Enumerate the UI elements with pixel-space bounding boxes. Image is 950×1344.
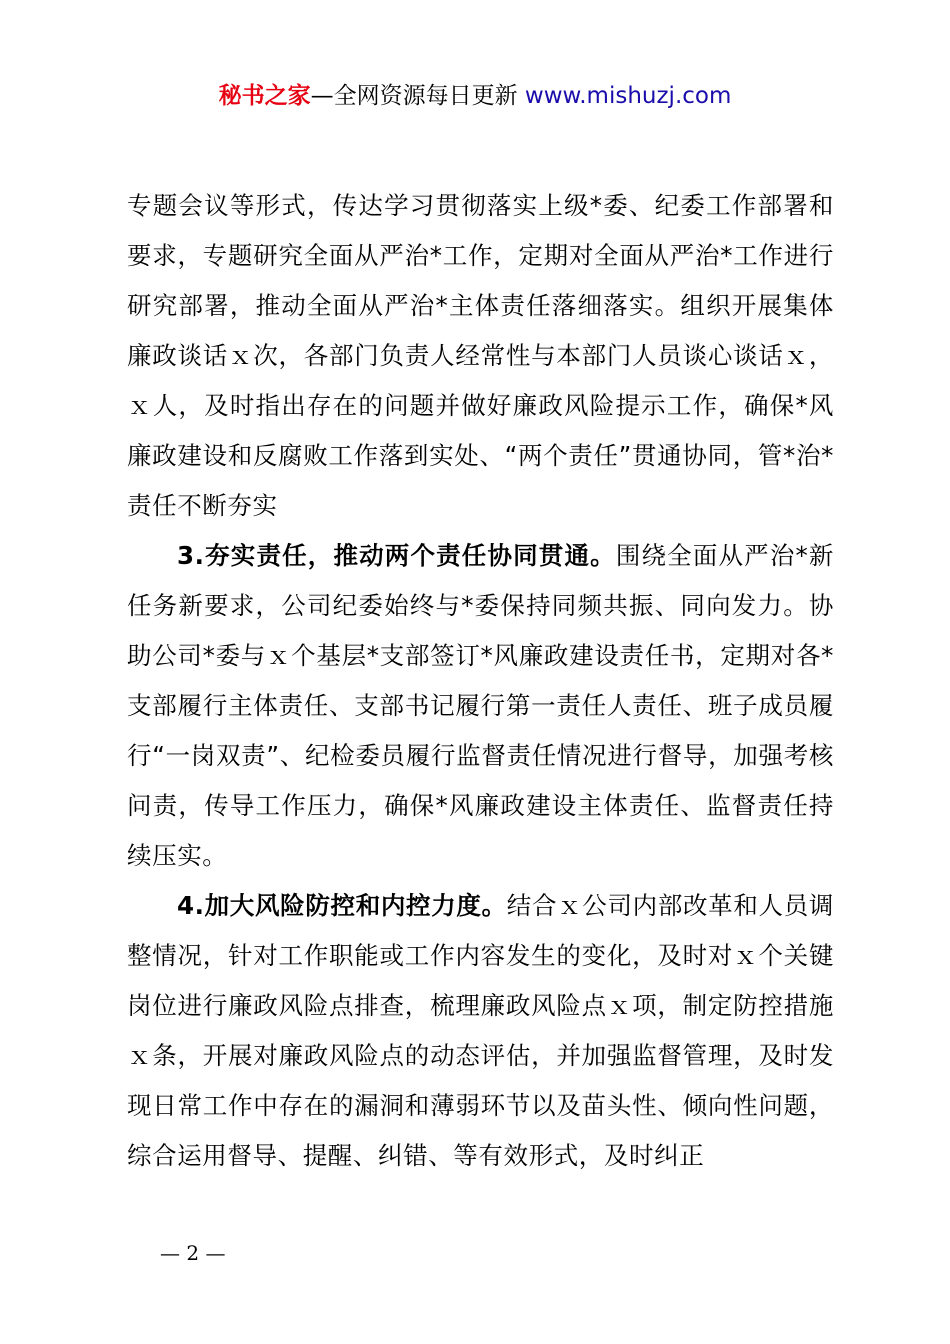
document-body	[127, 181, 834, 1181]
paragraph-text: 专题会议等形式，传达学习贯彻落实上级*委、纪委工作部署和要求，专题研究全面从严治*工作，定期对全面从严治*工作进行研究部署，推动全面从严治*主体责任落细落实。组织开展集体廉政谈话ｘ次，各部门负责人经常性与本部门人员谈心谈话ｘ，ｘ人，及时指出存在的问题并做好廉政风险提示工作，确保*风廉政建设和反腐败工作落到实处、“两个责任”贯通协同，管*治*责任不断夯实	[127, 191, 834, 520]
paragraph-text: 结合ｘ公司内部改革和人员调整情况，针对工作职能或工作内容发生的变化，及时对ｘ个关键岗位进行廉政风险点排查，梳理廉政风险点ｘ项，制定防控措施ｘ条，开展对廉政风险点的动态评估，并加强监督管理，及时发现日常工作中存在的漏洞和薄弱环节以及苗头性、倾向性问题，综合运用督导、提醒、纠错、等有效形式，及时纠正	[127, 891, 834, 1170]
paragraph-continued	[127, 181, 834, 531]
paragraph-section-4	[127, 881, 834, 1181]
paragraph-text: 围绕全面从严治*新任务新要求，公司纪委始终与*委保持同频共振、同向发力。协助公司*委与ｘ个基层*支部签订*风廉政建设责任书，定期对各*支部履行主体责任、支部书记履行第一责任人责任、班子成员履行“一岗双责”、纪检委员履行监督责任情况进行督导，加强考核问责，传导工作压力，确保*风廉政建设主体责任、监督责任持续压实。	[127, 541, 835, 870]
section-heading: 4.加大风险防控和内控力度。	[177, 891, 507, 920]
section-heading: 3.夯实责任，推动两个责任协同贯通。	[177, 541, 616, 570]
page-number: — 2 —	[160, 1241, 226, 1265]
site-tagline: —全网资源每日更新	[310, 83, 525, 109]
page-header	[0, 80, 950, 112]
site-url-link[interactable]: www.mishuzj.com	[524, 83, 732, 109]
paragraph-section-3	[127, 531, 834, 881]
site-brand: 秘书之家	[218, 83, 311, 109]
